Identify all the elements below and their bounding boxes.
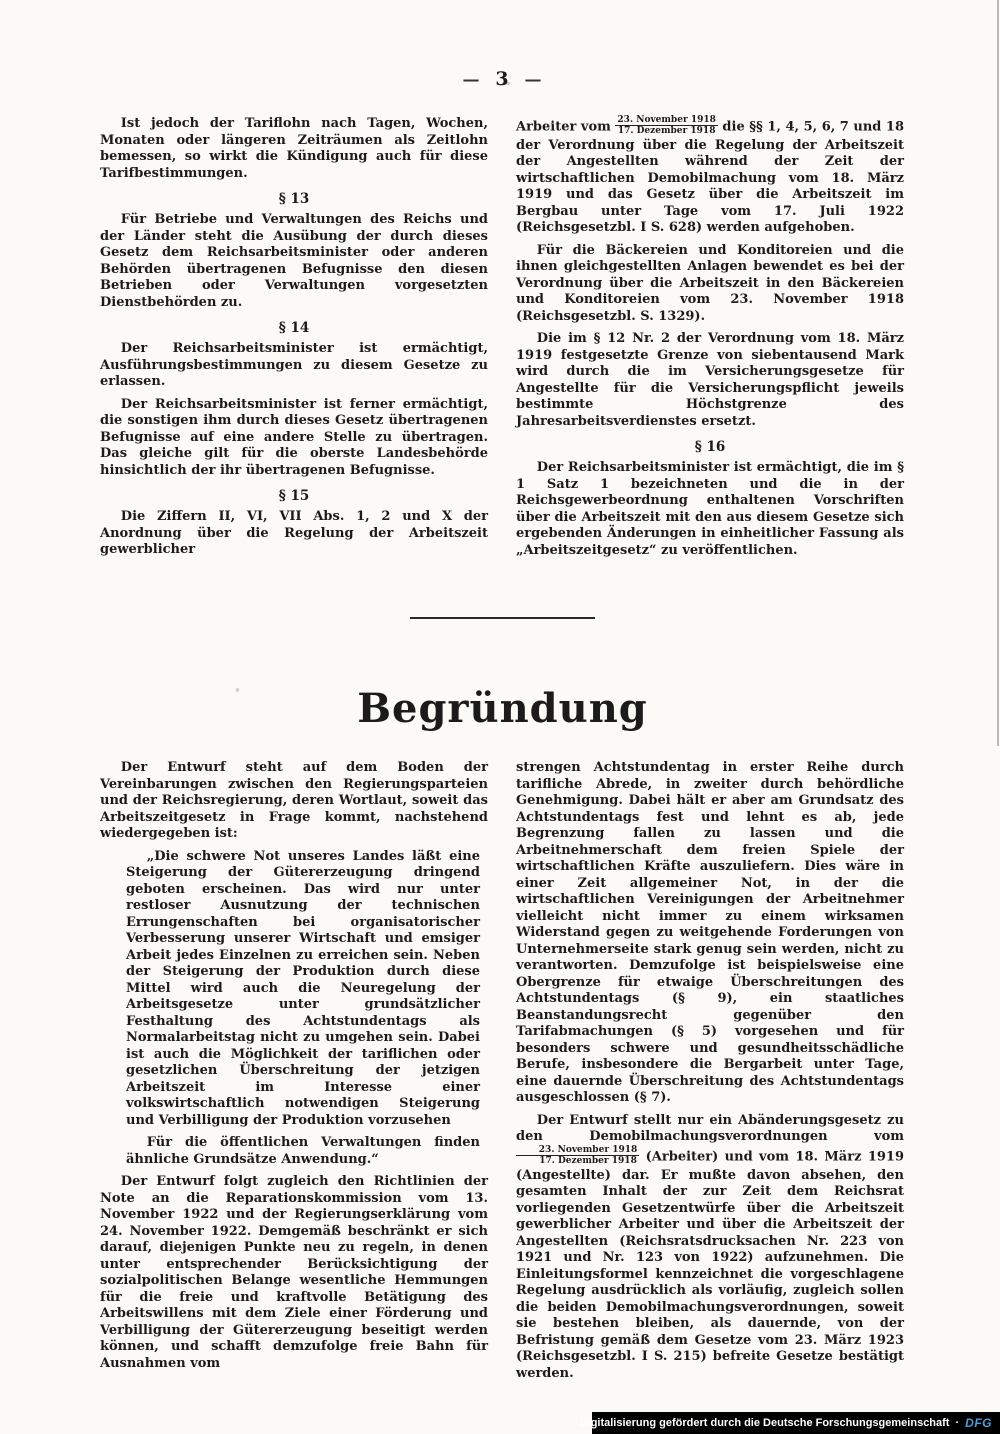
quotation-block bbox=[126, 849, 480, 1169]
page-content bbox=[100, 68, 905, 1388]
section-15-paragraph: Die Ziffern II, VI, VII Abs. 1, 2 und X der Anordnung über die Regelung der Arbeitszeit gewerblicher bbox=[100, 509, 488, 558]
quotation-paragraph-2: Für die öffentlichen Verwaltungen finden ähnliche Grundsätze Anwendung.“ bbox=[126, 1135, 480, 1167]
law-text-section bbox=[100, 116, 905, 565]
section-divider-rule bbox=[410, 617, 595, 619]
continuation-text-pre: Arbeiter vom bbox=[516, 119, 611, 135]
section-15-continuation bbox=[516, 116, 904, 237]
page-number-header bbox=[100, 68, 905, 90]
scan-speck bbox=[236, 688, 239, 692]
abaenderung-text-post: (Arbeiter) und vom 18. März 1919 (Angestellte) dar. Er mußte davon absehen, den gesamten Inhalt der zur Zeit dem Reichsrat vorliegenden Gesetzentwürfe über die Arbeitszeit gewerblicher Arbeiter und über die Arbeitszeit der Angestellten (Reichsratsdrucksachen Nr. 223 von 1921 und Nr. 123 von 1922) aufzunehmen. Die Einleitungsformel kennzeichnet die vorgeschlagene Regelung ausdrücklich als vorläufig, zugleich sollen die beiden Demobilmachungsverordnungen, soweit sie bestehen bleiben, als dauernde, von der Befristung gemäß dem Gesetze vom 23. März 1923 (Reichsgesetzbl. I S. 215) befreite Gesetze bestätigt werden. bbox=[516, 1149, 905, 1381]
paragraph-tariflohn: Ist jedoch der Tariflohn nach Tagen, Wochen, Monaten oder längeren Zeiträumen als Zeitlohn bemessen, so wirkt die Kündigung auch für diese Tarifbestimmungen. bbox=[100, 116, 488, 181]
section-14-paragraph-2: Der Reichsarbeitsminister ist ferner ermächtigt, die sonstigen ihm durch dieses Gesetz übertragenen Befugnisse auf eine andere Stelle zu übertragen. Das gleiche gilt für die oberste Landesbehörde hinsichtlich der ihr übertragenen Befugnisse. bbox=[100, 396, 488, 478]
section-16-heading: § 16 bbox=[694, 439, 726, 456]
header-dash-right: — bbox=[524, 70, 543, 90]
section-13-paragraph: Für Betriebe und Verwaltungen des Reichs und der Länder steht die Ausübung der durch dieses Gesetz dem Reichsarbeitsminister oder anderen Behörden übertragenen Befugnisse den diesen Betrieben oder Verwaltungen vorgesetzten Dienstbehörden zu. bbox=[100, 212, 488, 310]
begruendung-section bbox=[100, 760, 905, 1388]
section-15-heading: § 15 bbox=[278, 488, 310, 505]
scan-speck bbox=[506, 82, 510, 85]
begruendung-left-column bbox=[100, 760, 488, 1378]
begruendung-continuation: strengen Achtstundentag in erster Reihe durch tarifliche Abrede, in zweiter durch behördliche Genehmigung. Dabei hält er aber am Grundsatz des Achtstundentags fest und lehnt es ab, jede Begrenzung fallen zu lassen und die Arbeitnehmerschaft dem freien Spiele der wirtschaftlichen Kräfte auszuliefern. Dies wäre in einer Zeit allgemeiner Not, in der die wirtschaftlichen Vereinigungen der Arbeitnehmer vielleicht nicht immer zu einem wirksamen Widerstand gegen zu weitgehende Forderungen von Unternehmerseite stark genug sein werden, nicht zu verantworten. Demzufolge ist beispielsweise eine Obergrenze für etwaige Überschreitungen des Achtstundentags (§ 9), ein staatliches Beanstandungsrecht gegenüber den Tarifabmachungen (§ 5) vorgesehen und für besonders schwere und gesundheitsschädliche Berufe, insbesondere die Bergarbeit unter Tage, eine dauernde Überschreitung des Achtstundentags ausgeschlossen (§ 7). bbox=[516, 760, 904, 1106]
begruendung-paragraph-2: Der Entwurf folgt zugleich den Richtlinien der Note an die Reparationskommission vom 13. November 1922 und der Regierungserklärung vom 24. November 1922. Demgemäß beschränkt er sich darauf, diejenigen Punkte neu zu regeln, in denen unter entsprechender Berücksichtigung der sozialpolitischen Belange wesentliche Hemmungen für die freie und kraftvolle Betätigung des Arbeitswillens mit dem Ziele einer Förderung und Verbilligung der Gütererzeugung beseitigt werden können, und schafft demzufolge freie Bahn für Ausnahmen vom bbox=[100, 1174, 488, 1371]
law-left-column bbox=[100, 116, 488, 565]
begruendung-title: Begründung bbox=[357, 685, 648, 733]
date-fraction bbox=[615, 115, 717, 137]
law-right-column bbox=[516, 116, 904, 565]
section-14-heading: § 14 bbox=[278, 320, 310, 337]
section-14-paragraph-1: Der Reichsarbeitsminister ist ermächtigt, Ausführungsbestimmungen zu diesem Gesetze zu erlassen. bbox=[100, 341, 488, 390]
abaenderung-text-pre: Der Entwurf stellt nur ein Abänderungsgesetz zu den Demobilmachungsverordnungen vom bbox=[516, 1112, 904, 1145]
date-fraction-denominator: 17. Dezember 1918 bbox=[617, 126, 716, 137]
paragraph-grenze: Die im § 12 Nr. 2 der Verordnung vom 18. März 1919 festgesetzte Grenze von siebentausend Mark wird durch die im Versicherungsgesetze für Angestellte für die Versicherungspflicht jeweils bestimmte Höchstgrenze des Jahresarbeitsverdienstes ersetzt. bbox=[516, 331, 904, 429]
date-fraction-denominator: 17. Dezember 1918 bbox=[539, 1156, 637, 1167]
scan-edge-artifact bbox=[997, 0, 999, 746]
date-fraction-numerator: 23. November 1918 bbox=[516, 1145, 639, 1156]
begruendung-paragraph-3 bbox=[516, 1113, 904, 1382]
continuation-text-post: die §§ 1, 4, 5, 6, 7 und 18 der Verordnung über die Regelung der Arbeitszeit der Angestellten während der Zeit der wirtschaftlichen Demobilmachung vom 18. März 1919 und das Gesetz über die Arbeitszeit im Bergbau unter Tage vom 17. Juli 1922 (Reichsgesetzbl. I S. 628) werden aufgehoben. bbox=[516, 119, 904, 236]
begruendung-right-column bbox=[516, 760, 904, 1388]
paragraph-baeckereien: Für die Bäckereien und Konditoreien und die ihnen gleichgestellten Anlagen bewendet es bei der Verordnung über die Arbeitszeit in den Bäckereien und Konditoreien vom 23. November 1918 (Reichsgesetzbl. S. 1329). bbox=[516, 242, 904, 324]
dfg-logo: DFG bbox=[965, 1416, 992, 1430]
quotation-paragraph-1: „Die schwere Not unseres Landes läßt eine Steigerung der Gütererzeugung dringend geboten erscheinen. Das wird nur unter restloser Ausnutzung der technischen Errungenschaften bei organisatorischer Verbesserung unserer Wirtschaft und emsiger Arbeit jedes Einzelnen zu erreichen sein. Neben der Steigerung der Produktion durch diese Mittel wird auch die Neuregelung der Arbeitsgesetze unter grundsätzlicher Festhaltung des Achtstundentags als Normalarbeitstag nicht zu umgehen sein. Dabei ist auch die Möglichkeit der tariflichen oder gesetzlichen Überschreitung der jetzigen Arbeitszeit im Interesse einer volkswirtschaftlich notwendigen Steigerung und Verbilligung der Produktion vorzusehen bbox=[126, 848, 480, 1128]
credit-separator: · bbox=[955, 1417, 960, 1429]
digitization-credit-text: Digitalisierung gefördert durch die Deutsche Forschungsgemeinschaft bbox=[579, 1417, 950, 1429]
digitization-credit-bar bbox=[579, 1412, 1000, 1434]
date-fraction-numerator: 23. November 1918 bbox=[617, 115, 716, 125]
section-13-heading: § 13 bbox=[278, 191, 310, 207]
section-16-paragraph: Der Reichsarbeitsminister ist ermächtigt, die im § 1 Satz 1 bezeichneten und die in der Reichsgewerbeordnung enthaltenen Vorschriften über die Arbeitszeit mit den aus diesem Gesetze sich ergebenden Änderungen in einheitlicher Fassung als „Arbeitszeitgesetz“ zu veröffentlichen. bbox=[516, 460, 904, 558]
date-fraction bbox=[516, 1145, 639, 1167]
page-number: 3 bbox=[495, 68, 510, 90]
begruendung-paragraph-1: Der Entwurf steht auf dem Boden der Vereinbarungen zwischen den Regierungsparteien und der Reichsregierung, deren Wortlaut, soweit das Arbeitszeitgesetz in Frage kommt, nachstehend wiedergegeben ist: bbox=[100, 760, 488, 842]
header-dash-left: — bbox=[462, 70, 481, 90]
